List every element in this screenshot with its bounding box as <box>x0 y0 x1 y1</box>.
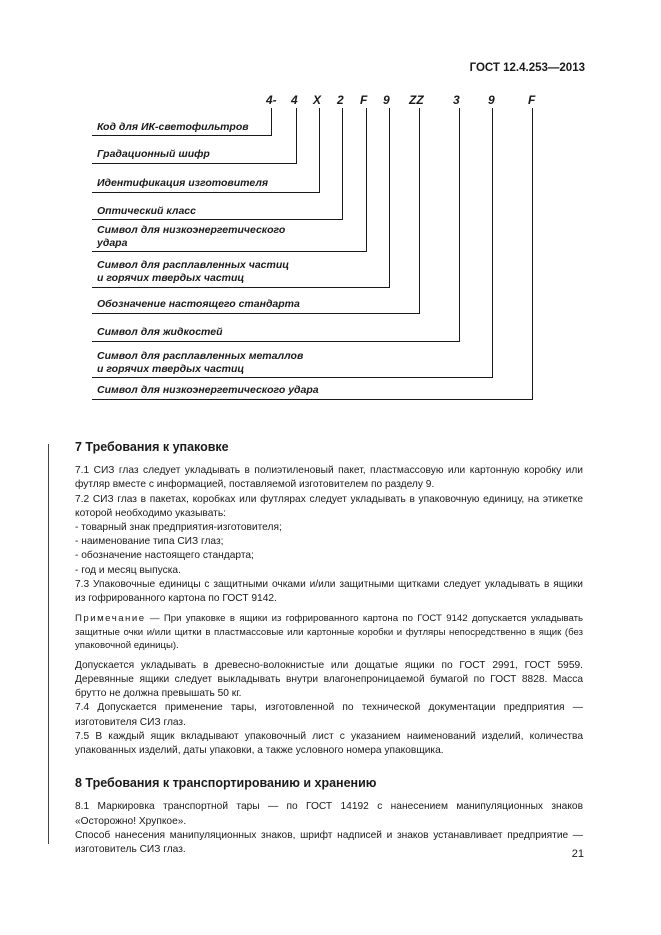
note-label: Примечание <box>75 613 146 625</box>
paragraph <box>75 493 583 521</box>
code-char: ZZ <box>409 93 424 107</box>
leader-line <box>92 377 492 378</box>
code-char: 3 <box>453 93 460 107</box>
section-7-title: 7 Требования к упаковке <box>75 440 229 454</box>
code-char: 9 <box>383 93 390 107</box>
list-item: - товарный знак предприятия-изготовителя; <box>75 522 282 534</box>
list-item: - год и месяц выпуска. <box>75 564 181 576</box>
legend-item: удара <box>97 237 128 249</box>
margin-bar <box>48 444 49 844</box>
leader-line <box>92 192 319 193</box>
leader-line <box>92 251 366 252</box>
legend-item: и горячих твердых частиц <box>97 363 245 375</box>
legend-item: Идентификация изготовителя <box>97 177 269 189</box>
leader-line <box>459 108 460 342</box>
list-item: - наименование типа СИЗ глаз; <box>75 536 224 548</box>
legend-item: Градационный шифр <box>97 148 210 160</box>
paragraph-7-5: 7.5 В каждый ящик вкладывают упаковочный лист с указанием наименований изделий, количества упакованных изделий, даты упаковки, а также условного номера упаковщика. <box>75 730 583 756</box>
code-char: 2 <box>337 93 344 107</box>
legend-item: Обозначение настоящего стандарта <box>97 298 300 310</box>
leader-line <box>92 287 389 288</box>
leader-line <box>271 108 272 136</box>
leader-line <box>92 163 296 164</box>
legend-item: Код для ИК-светофильтров <box>97 121 249 133</box>
leader-line <box>92 341 459 342</box>
leader-line <box>296 108 297 164</box>
leader-line <box>492 108 493 378</box>
legend-item: Символ для расплавленных металлов <box>97 350 304 362</box>
list-item: - обозначение настоящего стандарта; <box>75 550 254 562</box>
leader-line <box>92 219 342 220</box>
paragraph-7-4: 7.4 Допускается применение тары, изготовленной по технической документации предприятия — изготовителя СИЗ глаз. <box>75 702 583 728</box>
label-list <box>75 521 583 578</box>
body-text <box>75 440 583 857</box>
leader-line <box>342 108 343 220</box>
legend-item: Символ для низкоэнергетического <box>97 224 286 236</box>
leader-line <box>92 135 271 136</box>
legend-item: Оптический класс <box>97 205 196 217</box>
paragraph-8-1: 8.1 Маркировка транспортной тары — по ГОСТ 14192 с нанесением манипуляционных знаков «Осторожно! Хрупкое». <box>75 801 583 827</box>
paragraph-7-3-cont: Допускается укладывать в древесно-волокнистые или дощатые ящики по ГОСТ 2991, ГОСТ 5959. Деревянные ящики следует выкладывать внутри влагонепроницаемой бумагой по ГОСТ 8828. Масса брутто не должна превышать 50 кг. <box>75 659 583 700</box>
note <box>75 612 583 653</box>
standard-header: ГОСТ 12.4.253—2013 <box>469 62 585 74</box>
leader-line <box>92 313 419 314</box>
section-8-title: 8 Требования к транспортированию и хранению <box>75 776 377 791</box>
leader-line <box>419 108 420 314</box>
page-number: 21 <box>571 848 584 860</box>
paragraph-7-3: 7.3 Упаковочные единицы с защитными очками и/или защитными щитками следует укладывать в ящики из гофрированного картона по ГОСТ 9142. <box>75 578 583 605</box>
paragraph <box>75 464 583 492</box>
legend-item: Символ для жидкостей <box>97 326 223 338</box>
paragraph-7-2: 7.2 СИЗ глаз в пакетах, коробках или футлярах следует укладывать в упаковочную единицу, на этикетке которой необходимо указывать: <box>75 493 583 519</box>
code-char: X <box>313 93 322 107</box>
leader-line <box>92 399 532 400</box>
legend-item: Символ для расплавленных частиц <box>97 259 290 271</box>
code-char: 4 <box>291 93 298 107</box>
leader-line <box>389 108 390 288</box>
paragraph-7-1: 7.1 СИЗ глаз следует укладывать в полиэтиленовый пакет, пластмассовую или картонную коробку или футляр вместе с информацией, поставляемой изготовителем по разделу 9. <box>75 465 583 491</box>
leader-line <box>532 108 533 400</box>
code-char: 9 <box>488 93 495 107</box>
paragraph-8-1-cont: Способ нанесения манипуляционных знаков, шрифт надписей и знаков устанавливает предприятие — изготовитель СИЗ глаз. <box>75 829 583 855</box>
legend-item: и горячих твердых частиц <box>97 272 245 284</box>
leader-line <box>319 108 320 193</box>
code-char: 4- <box>266 93 277 107</box>
legend-item: Символ для низкоэнергетического удара <box>97 384 319 396</box>
note-text: — При упаковке в ящики из гофрированного картона по ГОСТ 9142 допускается укладывать защитные очки и/или щитки в пластмассовые или картонные коробки и футляры непосредственно в ящик (без упаковочной единицы). <box>75 613 583 652</box>
code-char: F <box>360 93 368 107</box>
code-char: F <box>528 93 536 107</box>
leader-line <box>366 108 367 252</box>
